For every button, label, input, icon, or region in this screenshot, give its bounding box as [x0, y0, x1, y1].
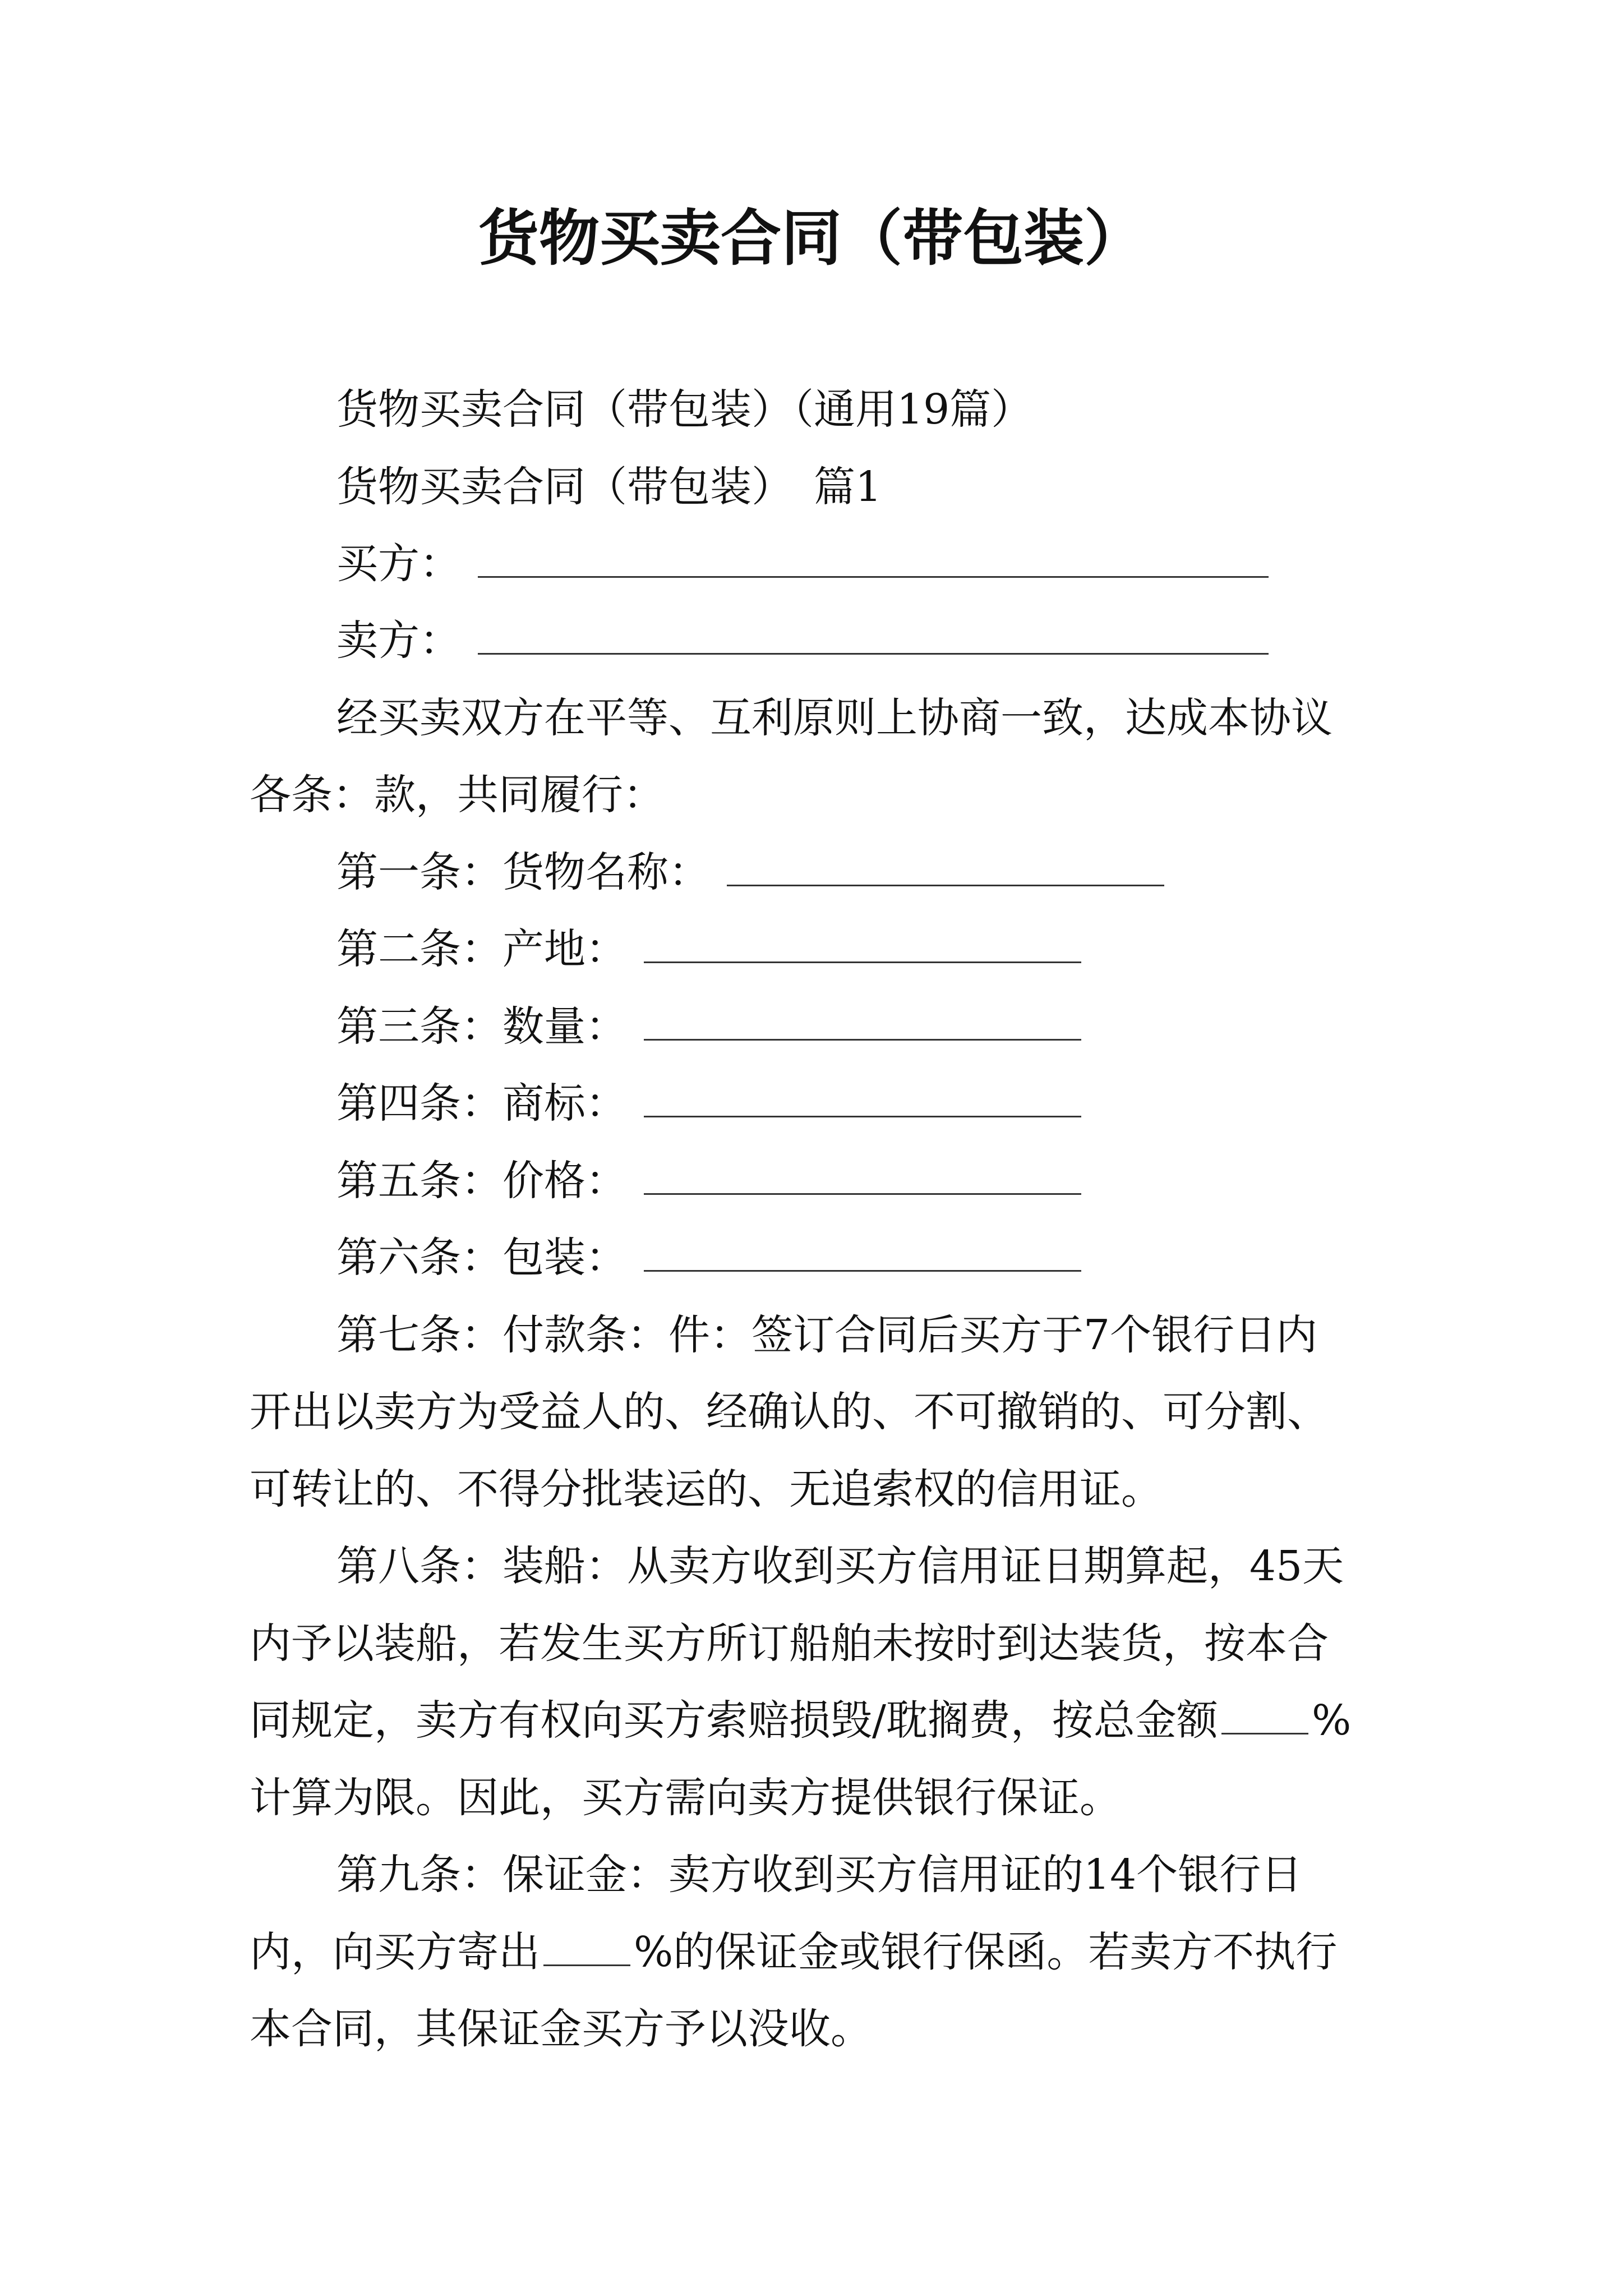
intro-line-1: 经买卖双方在平等、互利原则上协商一致，达成本协议: [336, 694, 1332, 742]
article-1-row: [336, 844, 1164, 900]
article-6-row: [336, 1230, 1081, 1286]
article-5-row: [336, 1153, 1081, 1209]
article-3-label: 第三条：数量：: [336, 1002, 627, 1051]
article-3-row: [336, 999, 1081, 1055]
article-8-percent-sign: %: [1311, 1696, 1352, 1745]
buyer-row: [336, 536, 1269, 592]
article-4-row: [336, 1075, 1081, 1131]
article-2-blank: [644, 922, 1081, 963]
document-subtitle: 货物买卖合同（带包装）（通用19篇）: [336, 385, 1033, 434]
article-9-line-2: [250, 1924, 1337, 1980]
seller-blank: [478, 614, 1269, 655]
article-6-blank: [644, 1231, 1081, 1272]
article-9-line-3: 本合同，其保证金买方予以没收。: [250, 2005, 872, 2053]
article-2-row: [336, 921, 1081, 977]
seller-row: [336, 613, 1269, 669]
article-4-blank: [644, 1076, 1081, 1117]
intro-line-2: 各条：款，共同履行：: [250, 771, 665, 819]
article-8-line-4: 计算为限。因此，买方需向卖方提供银行保证。: [250, 1774, 1121, 1822]
buyer-blank: [478, 537, 1269, 578]
article-6-label: 第六条：包装：: [336, 1234, 627, 1282]
article-9-percent-blank: [543, 1925, 630, 1966]
article-5-blank: [644, 1154, 1081, 1195]
article-8-line-3: [250, 1692, 1351, 1749]
article-8-percent-blank: [1221, 1694, 1308, 1734]
article-9-line-2-rest: %的保证金或银行保函。若卖方不执行: [634, 1928, 1338, 1976]
buyer-label: 买方：: [336, 540, 461, 588]
section-heading: 货物买卖合同（带包装） 篇1: [336, 463, 882, 511]
article-8-line-3-text: 同规定，卖方有权向买方索赔损毁/耽搁费，按总金额: [250, 1696, 1218, 1745]
article-9-line-2-text: 内，向买方寄出: [250, 1928, 540, 1976]
article-3-blank: [644, 1000, 1081, 1041]
seller-label: 卖方：: [336, 616, 461, 665]
article-9-line-1: 第九条：保证金：卖方收到买方信用证的14个银行日: [336, 1851, 1303, 1899]
article-7-line-2: 开出以卖方为受益人的、经确认的、不可撤销的、可分割、: [250, 1388, 1329, 1436]
article-1-label: 第一条：货物名称：: [336, 848, 710, 896]
article-4-label: 第四条：商标：: [336, 1079, 627, 1128]
article-8-line-1: 第八条：装船：从卖方收到买方信用证日期算起，45天: [336, 1542, 1344, 1590]
article-5-label: 第五条：价格：: [336, 1157, 627, 1205]
article-2-label: 第二条：产地：: [336, 925, 627, 973]
article-7-line-1: 第七条：付款条：件：签订合同后买方于7个银行日内: [336, 1311, 1318, 1359]
article-7-line-3: 可转让的、不得分批装运的、无追索权的信用证。: [250, 1465, 1163, 1513]
article-8-line-2: 内予以装船，若发生买方所订船舶未按时到达装货，按本合: [250, 1619, 1329, 1668]
article-1-blank: [727, 845, 1164, 886]
page-title: 货物买卖合同（带包装）: [478, 203, 1145, 274]
